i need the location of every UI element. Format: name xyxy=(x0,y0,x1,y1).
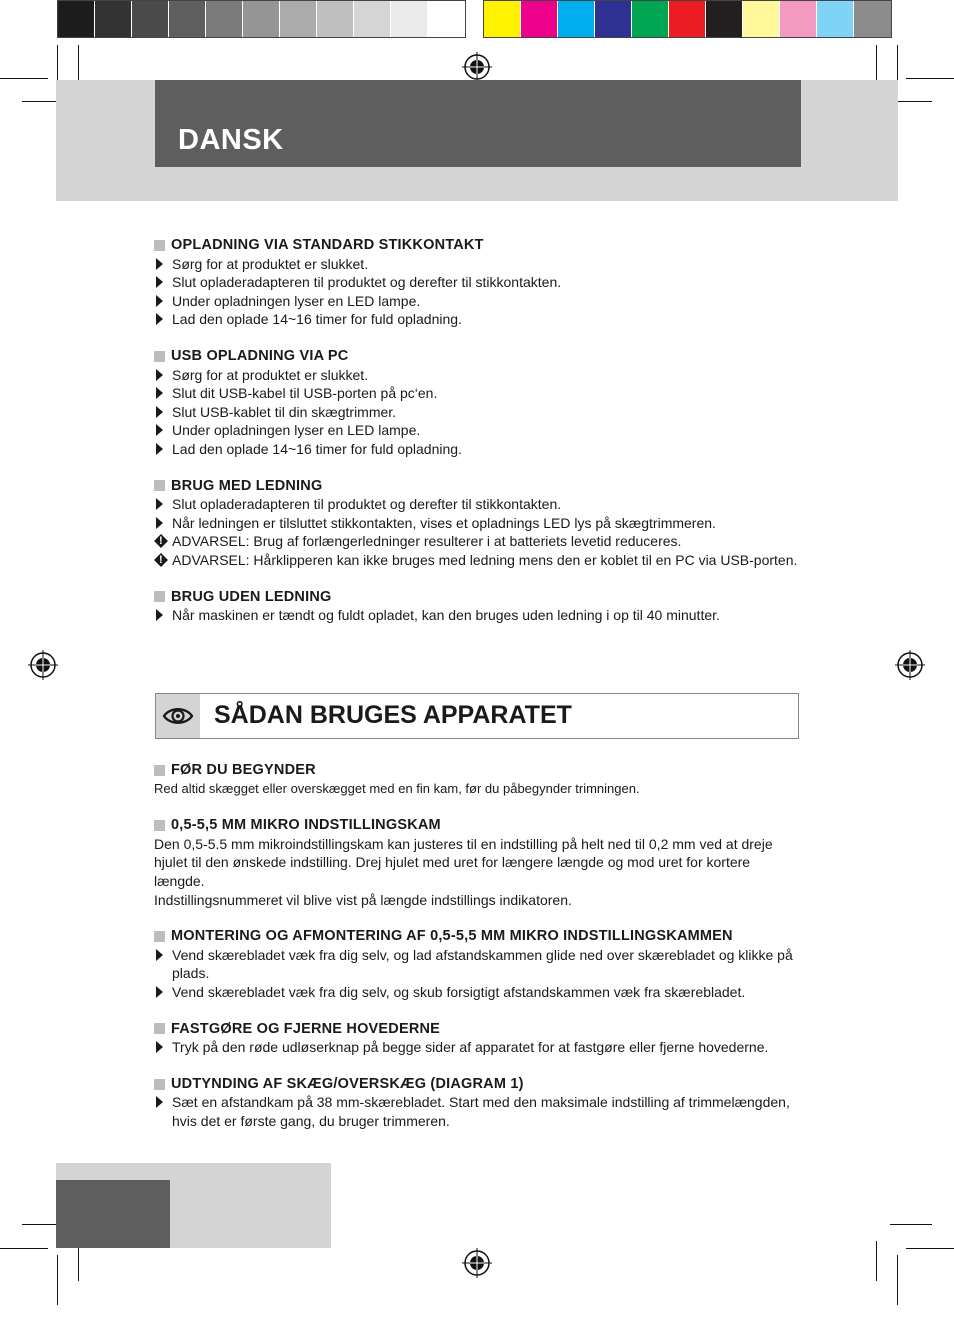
color-swatch xyxy=(780,1,817,37)
color-swatch xyxy=(706,1,743,37)
section-heading xyxy=(154,347,799,366)
section xyxy=(154,477,799,570)
color-swatch xyxy=(595,1,632,37)
arrow-bullet-icon xyxy=(154,440,172,458)
content-top xyxy=(154,236,799,643)
list-item xyxy=(154,384,799,403)
list-item xyxy=(154,366,799,385)
crop-mark xyxy=(906,1248,954,1249)
list-item-text: Når ledningen er tilsluttet stikkontakten, vises et opladnings LED lys på skægtrimmeren. xyxy=(172,514,716,531)
color-swatch xyxy=(95,1,132,37)
banner-title: SÅDAN BRUGES APPARATET xyxy=(214,701,572,729)
banner-icon-box xyxy=(156,694,200,738)
square-bullet-icon xyxy=(154,1079,165,1090)
arrow-bullet-icon xyxy=(154,514,172,532)
list-item-text: Lad den oplade 14~16 timer for fuld opladning. xyxy=(172,440,462,457)
arrow-bullet-icon xyxy=(154,292,172,310)
section-heading-text: BRUG UDEN LEDNING xyxy=(171,588,332,605)
section-heading-text: FASTGØRE OG FJERNE HOVEDERNE xyxy=(171,1020,441,1037)
section xyxy=(154,1020,799,1057)
section-heading-text: OPLADNING VIA STANDARD STIKKONTAKT xyxy=(171,237,484,253)
list-item xyxy=(154,421,799,440)
list-item-text: Vend skærebladet væk fra dig selv, og skub forsigtigt afstandskammen væk fra skærebladet. xyxy=(172,983,746,1000)
arrow-bullet-icon xyxy=(154,273,172,291)
list-item xyxy=(154,1093,799,1130)
section xyxy=(154,761,799,798)
color-swatch xyxy=(743,1,780,37)
list-item-text: Lad den oplade 14~16 timer for fuld opladning. xyxy=(172,311,462,328)
section-heading-text: FØR DU BEGYNDER xyxy=(171,762,316,778)
color-swatch xyxy=(484,1,521,37)
list-item xyxy=(154,292,799,311)
list-item-text: ADVARSEL: Brug af forlængerledninger resulterer i at batteriets levetid reduceres. xyxy=(172,533,682,550)
color-swatch xyxy=(132,1,169,37)
arrow-bullet-icon xyxy=(154,366,172,384)
section-heading xyxy=(154,761,799,780)
color-swatch xyxy=(206,1,243,37)
color-swatch xyxy=(428,1,465,37)
list-item xyxy=(154,273,799,292)
square-bullet-icon xyxy=(154,931,165,942)
list-item-text: Slut dit USB-kabel til USB-porten på pc‘en. xyxy=(172,385,438,402)
arrow-bullet-icon xyxy=(154,1038,172,1056)
color-swatch xyxy=(558,1,595,37)
color-swatch xyxy=(669,1,706,37)
list-item xyxy=(154,606,799,625)
list-item xyxy=(154,514,799,533)
crop-mark xyxy=(897,1255,898,1305)
color-swatch xyxy=(521,1,558,37)
section xyxy=(154,236,799,329)
list-item-text: Sørg for at produktet er slukket. xyxy=(172,366,369,383)
list-item xyxy=(154,946,799,983)
section xyxy=(154,1075,799,1131)
crop-mark xyxy=(0,78,48,79)
crop-mark xyxy=(876,1241,877,1281)
warning-icon: ! xyxy=(154,551,172,569)
list-item-text: Slut opladeradapteren til produktet og derefter til stikkontakten. xyxy=(172,274,562,291)
color-swatch xyxy=(169,1,206,37)
section-heading xyxy=(154,927,799,946)
warning-item xyxy=(154,551,799,570)
section xyxy=(154,347,799,459)
warning-icon: ! xyxy=(154,532,172,550)
arrow-bullet-icon xyxy=(154,946,172,964)
section-heading xyxy=(154,236,799,255)
list-item xyxy=(154,440,799,459)
arrow-bullet-icon xyxy=(154,310,172,328)
list-item-text: Slut USB-kablet til din skægtrimmer. xyxy=(172,403,397,420)
crop-mark xyxy=(57,1255,58,1305)
section-heading-text: MONTERING OG AFMONTERING AF 0,5-5,5 MM MIKRO INDSTILLINGSKAMMEN xyxy=(171,928,733,945)
list-item-text: Sørg for at produktet er slukket. xyxy=(172,255,369,272)
list-item-text: Under opladningen lyser en LED lampe. xyxy=(172,292,421,309)
content-bottom xyxy=(154,761,799,1149)
paragraph: Den 0,5-5.5 mm mikroindstillingskam kan justeres til en indstilling på helt ned til 0,2 mm ved at dreje hjulet til den ønskede indstilling. Drej hjulet med uret for længere længde og mod uret for kortere længde. xyxy=(154,835,773,889)
square-bullet-icon xyxy=(154,591,165,602)
color-swatch xyxy=(354,1,391,37)
section-heading-text: 0,5-5,5 MM MIKRO INDSTILLINGSKAM xyxy=(171,817,441,834)
list-item-text: Slut opladeradapteren til produktet og derefter til stikkontakten. xyxy=(172,496,562,513)
arrow-bullet-icon xyxy=(154,606,172,624)
square-bullet-icon xyxy=(154,765,165,776)
color-swatch xyxy=(280,1,317,37)
section-heading xyxy=(154,1075,799,1094)
list-item-text: Når maskinen er tændt og fuldt opladet, kan den bruges uden ledning i op til 40 minutter. xyxy=(172,607,720,624)
section-heading xyxy=(154,816,799,835)
arrow-bullet-icon xyxy=(154,983,172,1001)
list-item-text: ADVARSEL: Hårklipperen kan ikke bruges med ledning mens den er koblet til en PC via USB-porten. xyxy=(172,551,798,568)
color-swatch xyxy=(817,1,854,37)
square-bullet-icon xyxy=(154,820,165,831)
registration-mark-icon xyxy=(895,650,925,680)
square-bullet-icon xyxy=(154,351,165,362)
section-heading-text: BRUG MED LEDNING xyxy=(171,477,323,494)
arrow-bullet-icon xyxy=(154,495,172,513)
crop-mark xyxy=(906,78,954,79)
square-bullet-icon xyxy=(154,240,165,251)
color-swatch xyxy=(391,1,428,37)
list-item xyxy=(154,310,799,329)
list-item-text: Tryk på den røde udløserknap på begge sider af apparatet for at fastgøre eller fjerne hovederne. xyxy=(172,1039,769,1056)
section-heading xyxy=(154,1020,799,1039)
section-heading-text: USB OPLADNING VIA PC xyxy=(171,347,349,364)
arrow-bullet-icon xyxy=(154,421,172,439)
list-item-text: Sæt en afstandkam på 38 mm-skærebladet. Start med den maksimale indstilling af trimmelængden, hvis det er første gang, du bruger trimmeren. xyxy=(172,1094,790,1129)
registration-mark-icon xyxy=(462,1248,492,1278)
color-swatch xyxy=(317,1,354,37)
list-item-text: Under opladningen lyser en LED lampe. xyxy=(172,422,421,439)
color-swatch xyxy=(632,1,669,37)
section xyxy=(154,927,799,1001)
section xyxy=(154,588,799,625)
arrow-bullet-icon xyxy=(154,255,172,273)
crop-mark xyxy=(890,1224,932,1225)
color-swatch xyxy=(243,1,280,37)
registration-mark-icon xyxy=(462,52,492,82)
list-item xyxy=(154,1038,799,1057)
arrow-bullet-icon xyxy=(154,384,172,402)
page-title: DANSK xyxy=(178,124,284,156)
eye-icon xyxy=(156,694,200,738)
list-item-text: Vend skærebladet væk fra dig selv, og lad afstandskammen glide ned over skærebladet og klikke på plads. xyxy=(172,946,793,982)
list-item xyxy=(154,495,799,514)
list-item xyxy=(154,255,799,274)
color-calibration-bar xyxy=(483,0,892,38)
warning-item xyxy=(154,532,799,551)
section xyxy=(154,816,799,909)
section-heading xyxy=(154,477,799,496)
color-swatch xyxy=(58,1,95,37)
list-item xyxy=(154,403,799,422)
section-heading-text: UDTYNDING AF SKÆG/OVERSKÆG (DIAGRAM 1) xyxy=(171,1075,524,1092)
registration-mark-icon xyxy=(28,650,58,680)
gray-calibration-bar xyxy=(57,0,466,38)
square-bullet-icon xyxy=(154,1023,165,1034)
list-item xyxy=(154,983,799,1002)
footer-block-dark xyxy=(56,1180,170,1248)
arrow-bullet-icon xyxy=(154,1093,172,1111)
paragraph: Red altid skægget eller overskægget med en fin kam, før du påbegynder trimningen. xyxy=(154,780,640,796)
paragraph: Indstillingsnummeret vil blive vist på længde indstillings indikatoren. xyxy=(154,891,572,908)
section-banner xyxy=(155,693,799,739)
crop-mark xyxy=(0,1248,48,1249)
arrow-bullet-icon xyxy=(154,403,172,421)
section-heading xyxy=(154,588,799,607)
square-bullet-icon xyxy=(154,480,165,491)
color-swatch xyxy=(854,1,891,37)
